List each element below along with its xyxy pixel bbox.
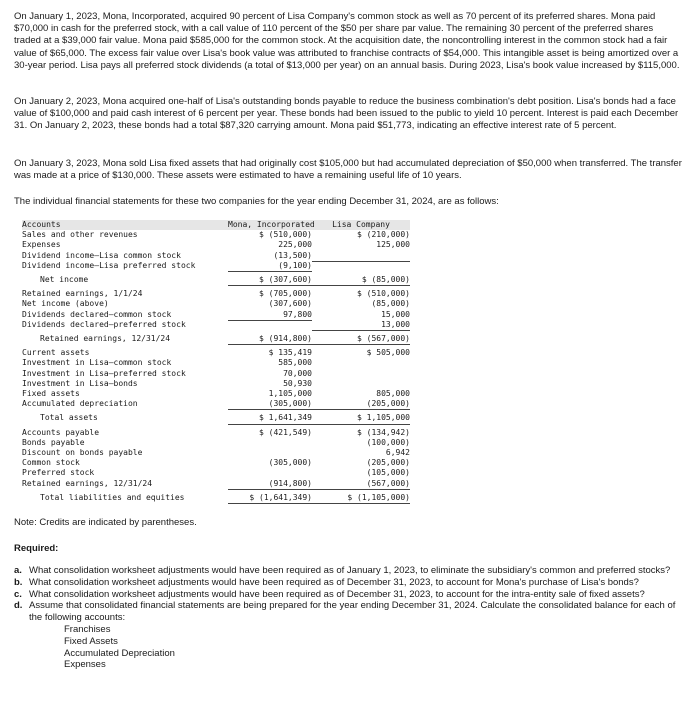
lisa-value: (205,000) bbox=[366, 458, 410, 468]
lisa-value: (105,000) bbox=[366, 468, 410, 478]
table-row-total bbox=[22, 413, 410, 424]
question-text: Assume that consolidated financial statements are being prepared for the year ending December 31, 2024. Calculate the consolidated balance for each of the following accounts: bbox=[29, 600, 676, 624]
lisa-value: $ 505,000 bbox=[366, 348, 410, 358]
lisa-value: (100,000) bbox=[366, 437, 410, 447]
mona-value: 225,000 bbox=[278, 240, 312, 250]
paragraph-bonds: On January 2, 2023, Mona acquired one-half of Lisa's outstanding bonds payable to reduce the business combination's debt position. Lisa's bonds had a face value of $100,000 and paid cash interest of 6 percent per year. These bonds had been issued to the public to yield 10 percent. Interest is paid each December 31. On January 2, 2023, these bonds had a total $87,320 carrying amount. Mona paid $51,773, indicating an effective interest rate of 5 percent. bbox=[14, 96, 679, 132]
lisa-value: $ (1,105,000) bbox=[312, 493, 410, 504]
row-label: Expenses bbox=[22, 240, 61, 250]
table-row bbox=[22, 310, 410, 320]
lisa-value: $ (85,000) bbox=[312, 275, 410, 286]
table-header-row bbox=[22, 220, 410, 230]
table-row-total bbox=[22, 275, 410, 286]
row-label: Retained earnings, 1/1/24 bbox=[22, 289, 143, 299]
table-row-total bbox=[22, 334, 410, 345]
question-letter: b. bbox=[14, 576, 23, 588]
row-label: Net income (above) bbox=[22, 299, 109, 309]
row-label: Dividends declared–common stock bbox=[22, 309, 172, 319]
question-a bbox=[14, 565, 682, 577]
table-row bbox=[22, 299, 410, 309]
lisa-value: 125,000 bbox=[376, 240, 410, 250]
row-label: Common stock bbox=[22, 458, 80, 468]
table-row bbox=[22, 458, 410, 468]
mona-value: 50,930 bbox=[283, 378, 312, 388]
account-list bbox=[29, 624, 682, 671]
row-label: Investment in Lisa–preferred stock bbox=[22, 368, 186, 378]
lisa-value: 13,000 bbox=[312, 320, 410, 331]
table-row bbox=[22, 438, 410, 448]
list-item: Franchises bbox=[64, 623, 111, 635]
mona-value: $ (914,800) bbox=[228, 334, 312, 345]
mona-value: 585,000 bbox=[278, 358, 312, 368]
table-row bbox=[22, 251, 410, 261]
table-row bbox=[22, 261, 410, 272]
question-text: What consolidation worksheet adjustments would have been required as of January 1, 2023, to eliminate the subsidiary's common and preferred stocks? bbox=[29, 565, 671, 576]
row-label: Retained earnings, 12/31/24 bbox=[22, 478, 153, 488]
list-item: Fixed Assets bbox=[64, 635, 118, 647]
question-c bbox=[14, 589, 682, 601]
question-letter: c. bbox=[14, 588, 22, 600]
question-d bbox=[14, 600, 682, 671]
row-label: Accumulated depreciation bbox=[22, 399, 138, 409]
mona-value: (305,000) bbox=[228, 399, 312, 410]
table-row bbox=[22, 379, 410, 389]
table-row bbox=[22, 320, 410, 331]
question-text: What consolidation worksheet adjustments would have been required as of December 31, 2023, to account for the intra-entity sale of fixed assets? bbox=[29, 588, 645, 600]
mona-value: $ (705,000) bbox=[259, 289, 312, 299]
question-list bbox=[14, 565, 682, 671]
table-row-total bbox=[22, 493, 410, 504]
header-lisa: Lisa Company bbox=[332, 220, 390, 229]
row-label: Bonds payable bbox=[22, 437, 85, 447]
row-label: Discount on bonds payable bbox=[22, 448, 143, 458]
question-b bbox=[14, 577, 682, 589]
row-label: Retained earnings, 12/31/24 bbox=[40, 334, 171, 344]
mona-value bbox=[228, 320, 312, 321]
header-mona: Mona, Incorporated bbox=[228, 220, 315, 229]
required-heading: Required: bbox=[14, 543, 59, 554]
lisa-value: 6,942 bbox=[385, 448, 410, 458]
table-row bbox=[22, 369, 410, 379]
table-row bbox=[22, 399, 410, 410]
mona-value: (914,800) bbox=[228, 479, 312, 490]
row-label: Accounts payable bbox=[22, 427, 100, 437]
table-row bbox=[22, 240, 410, 250]
financial-statements-table bbox=[22, 220, 410, 504]
table-row bbox=[22, 479, 410, 490]
table-row bbox=[22, 348, 410, 358]
row-label: Total liabilities and equities bbox=[40, 492, 185, 502]
mona-value: 1,105,000 bbox=[268, 389, 312, 399]
mona-value: $ (307,600) bbox=[228, 275, 312, 286]
lisa-value: $ 1,105,000 bbox=[312, 413, 410, 424]
lisa-value: 15,000 bbox=[381, 309, 410, 319]
lisa-value bbox=[312, 261, 410, 262]
mona-value: $ (510,000) bbox=[259, 230, 312, 240]
lisa-value: (85,000) bbox=[371, 299, 410, 309]
lisa-value: 805,000 bbox=[376, 389, 410, 399]
row-label: Dividend income–Lisa common stock bbox=[22, 250, 181, 260]
credits-note: Note: Credits are indicated by parentheses. bbox=[14, 517, 197, 528]
row-label: Total assets bbox=[40, 413, 98, 423]
mona-value: $ 135,419 bbox=[268, 348, 312, 358]
row-label: Sales and other revenues bbox=[22, 230, 138, 240]
row-label: Fixed assets bbox=[22, 389, 80, 399]
mona-value: $ (421,549) bbox=[259, 427, 312, 437]
lisa-value: $ (567,000) bbox=[312, 334, 410, 345]
question-letter: a. bbox=[14, 565, 22, 576]
header-accounts: Accounts bbox=[22, 220, 61, 229]
mona-value: (307,600) bbox=[268, 299, 312, 309]
table-row bbox=[22, 289, 410, 299]
mona-value: (9,100) bbox=[228, 261, 312, 272]
table-row bbox=[22, 389, 410, 399]
lisa-value: $ (210,000) bbox=[357, 230, 410, 240]
mona-value: 97,800 bbox=[283, 309, 312, 319]
mona-value: (305,000) bbox=[268, 458, 312, 468]
row-label: Investment in Lisa–common stock bbox=[22, 358, 172, 368]
table-row bbox=[22, 468, 410, 478]
table-row bbox=[22, 428, 410, 438]
paragraph-fixed-assets: On January 3, 2023, Mona sold Lisa fixed assets that had originally cost $105,000 but had accumulated depreciation of $50,000 when transferred. The transfer was made at a price of $130,000. These assets were estimated to have a remaining useful life of 10 years. bbox=[14, 158, 682, 182]
table-row bbox=[22, 448, 410, 458]
row-label: Dividends declared–preferred stock bbox=[22, 319, 186, 329]
paragraph-statements-intro: The individual financial statements for these two companies for the year ending December 31, 2024, are as follows: bbox=[14, 196, 499, 207]
mona-value: $ (1,641,349) bbox=[228, 493, 312, 504]
table-row bbox=[22, 358, 410, 368]
list-item: Expenses bbox=[64, 659, 106, 671]
lisa-value: (567,000) bbox=[312, 479, 410, 490]
row-label: Dividend income–Lisa preferred stock bbox=[22, 260, 196, 270]
paragraph-acquisition: On January 1, 2023, Mona, Incorporated, acquired 90 percent of Lisa Company's common stock as well as 70 percent of its preferred shares. Mona paid $70,000 in cash for the preferred stock, with a call value of 110 percent of the $50 per share par value. The remaining 30 percent of the preferred shares traded at a $39,000 fair value. Mona paid $585,000 for the common stock. At the acquisition date, the noncontrolling interest in the common stock had a fair value of $65,000. The excess fair value over Lisa's book value was attributed to franchise contracts of $54,000. This intangible asset is being amortized over a 30-year period. Lisa pays all preferred stock dividends (a total of $13,000 per year) on an annual basis. During 2023, Lisa's book value increased by $115,000. bbox=[14, 11, 680, 71]
list-item: Accumulated Depreciation bbox=[64, 647, 175, 659]
row-label: Current assets bbox=[22, 348, 90, 358]
mona-value: (13,500) bbox=[273, 250, 312, 260]
question-letter: d. bbox=[14, 600, 23, 612]
row-label: Net income bbox=[40, 275, 89, 285]
table-row bbox=[22, 230, 410, 240]
row-label: Preferred stock bbox=[22, 468, 95, 478]
lisa-value: $ (510,000) bbox=[357, 289, 410, 299]
row-label: Investment in Lisa–bonds bbox=[22, 378, 138, 388]
lisa-value: $ (134,942) bbox=[357, 427, 410, 437]
lisa-value: (205,000) bbox=[312, 399, 410, 410]
mona-value: 70,000 bbox=[283, 368, 312, 378]
question-text: What consolidation worksheet adjustments would have been required as of December 31, 2023, to account for Mona's purchase of Lisa's bonds? bbox=[29, 576, 639, 588]
mona-value: $ 1,641,349 bbox=[228, 413, 312, 424]
